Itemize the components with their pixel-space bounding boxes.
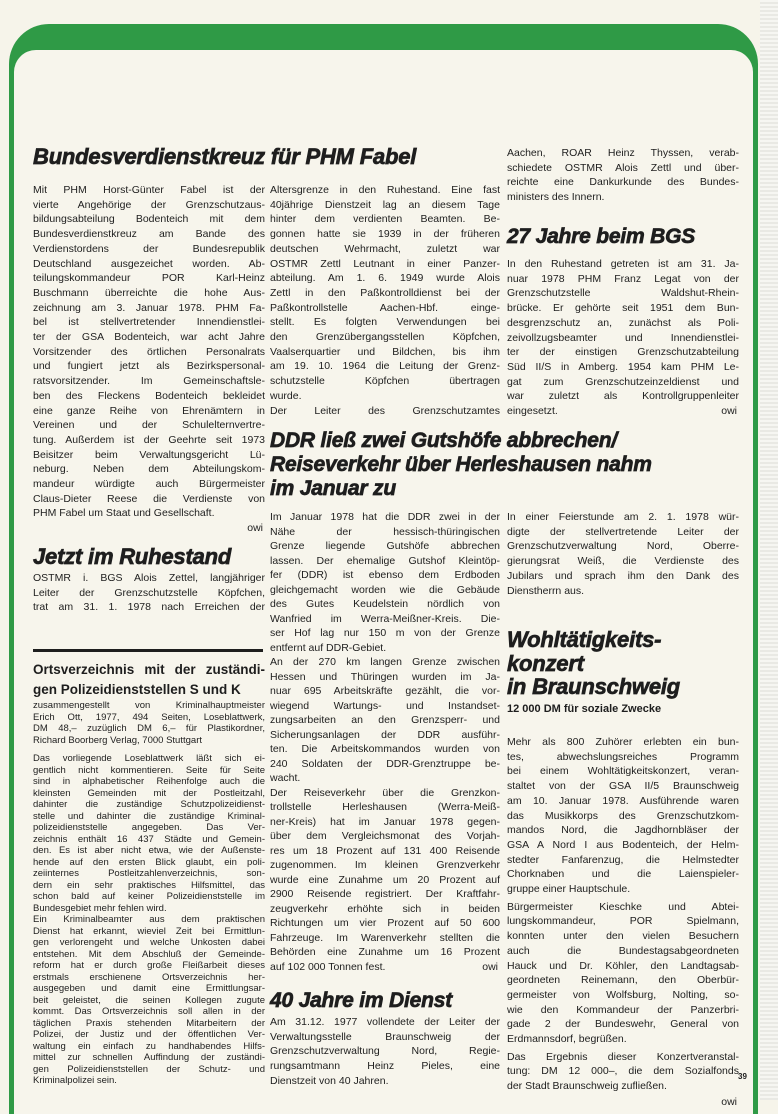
text-line: eingesetzt. xyxy=(507,405,558,418)
text-line: Dienst hat erkannt, wieviel Zeit bei Ermittlun- xyxy=(33,925,265,937)
text-line: ausgegeben und damit eine Ermittlungsar- xyxy=(33,983,265,994)
paragraph xyxy=(270,1015,500,1089)
page-number: 39 xyxy=(738,1072,747,1081)
text-line: sind in alphabetischer Reihenfolge auch die xyxy=(33,776,265,787)
text-line: zusammengestellt von Kriminalhauptmeister xyxy=(33,700,265,711)
text-line: Mehr als 800 Zuhörer erlebten ein bun- xyxy=(507,736,739,748)
paragraph xyxy=(507,900,739,1047)
article-text xyxy=(33,753,265,1087)
text-line: reichte eine Dankurkunde des Bundes- xyxy=(507,176,739,189)
text-line: rungsamtmann Heinz Pieles, eine xyxy=(270,1060,500,1073)
text-line: waltung ein einfach zu handhabendes Hilfs- xyxy=(33,1040,265,1052)
text-line: kleinsten Gemeinden mit der Postleitzahl, xyxy=(33,787,265,799)
headline-konzert xyxy=(507,628,680,699)
text-line: Bürgermeister Kieschke und Abtei- xyxy=(507,900,739,913)
text-line: Grenzschutzverwaltung Nord, Oberre- xyxy=(507,540,739,553)
article-ddr-body xyxy=(270,510,500,974)
text-line: Nähe der hessisch-thüringischen xyxy=(270,525,500,538)
text-line: zeichnis enthält 16 437 Städte und Gemein- xyxy=(33,833,265,845)
text-line: tung: DM 12 000–, die dem Sozialfonds xyxy=(507,1065,739,1078)
text-line: An der 270 km langen Grenze zwischen xyxy=(270,656,500,668)
text-line: des Gutes Keudelstein nördlich von xyxy=(270,598,500,610)
text-line: stedter Fanfarenzug, die Helmstedter xyxy=(507,853,739,866)
headline-line: Wohltätigkeits- xyxy=(507,627,662,652)
text-line: zeichnung am 3. Januar 1978. PHM Fa- xyxy=(33,301,265,314)
text-line: hende auf den ersten Blick glaubt, ein poli- xyxy=(33,856,265,868)
text-line: zeivollzugsbeamter und Innendienstlei- xyxy=(507,331,739,344)
text-line: hinter dem verdienten Beamten. Be- xyxy=(270,213,500,226)
text-line: mandos Nord, die Jagdhornbläser der xyxy=(507,824,739,837)
text-line: gen verlorengeht und welche Unkosten dabei xyxy=(33,937,265,948)
scan-edge xyxy=(760,0,778,1100)
text-line: Chorknaben und die Laienspieler- xyxy=(507,868,739,881)
text-line: trollstelle Herleshausen (Werra-Meiß- xyxy=(270,801,500,813)
text-line: bildungsabteilung Bodenteich mit dem xyxy=(33,213,265,226)
text-line: 2900 Reisende registriert. Der Kraftfahr- xyxy=(270,888,500,900)
text-line: 240 Soldaten der DDR-Grenztruppe be- xyxy=(270,757,500,770)
text-line: nuar 1978 PHM Franz Legat von der xyxy=(507,272,739,285)
headline-bgs: 27 Jahre beim BGS xyxy=(507,225,696,248)
text-line: In einer Feierstunde am 2. 1. 1978 wür- xyxy=(507,511,739,523)
text-line: Sicherungsanlagen der DDR ausführ- xyxy=(270,728,500,741)
headline-ddr xyxy=(270,429,652,501)
review-headline-line: Ortsverzeichnis mit der zuständi- xyxy=(33,662,265,677)
review-biblio xyxy=(33,700,265,746)
text-line: abteilung. Am 1. 6. 1949 wurde Alois xyxy=(270,272,500,285)
text-line: Buschmann überreichte die hohe Aus- xyxy=(33,286,265,299)
paragraph xyxy=(270,786,500,975)
text-line: Zettl in den Paßkontrolldienst bei der xyxy=(270,286,500,299)
text-line: Verdienstordens der Bundesrepublik xyxy=(33,242,265,255)
text-line: gleichgemacht worden wie die Gebäude xyxy=(270,583,500,596)
text-line: bel ist stellvertretender Innendienstlei- xyxy=(33,316,265,329)
text-line: am 19. 10. 1964 die Leitung der Grenz- xyxy=(270,360,500,373)
paragraph xyxy=(507,146,739,205)
article-text xyxy=(507,146,739,205)
paragraph xyxy=(33,571,265,615)
text-line: wurde. xyxy=(270,389,302,402)
text-line: Der Reiseverkehr über die Grenzkon- xyxy=(270,786,500,799)
text-line: dahinter die zuständige Schutzpolizeidienst- xyxy=(33,799,265,810)
text-line: und fungiert jetzt als Bezirkspersonal- xyxy=(33,360,265,373)
text-line: Vorsitzender des örtlichen Personalrats xyxy=(33,345,265,358)
text-line: den Grenzübergangsstellen Köpfchen, xyxy=(270,331,500,344)
text-line: Aachen, ROAR Heinz Thyssen, verab- xyxy=(507,147,739,159)
bibliography-text xyxy=(33,700,265,746)
text-line: teilungskommandeur POR Karl-Heinz xyxy=(33,272,265,285)
text-line: Beisitzer beim Verwaltungsgericht Lü- xyxy=(33,448,265,461)
text-line: entfernt auf DDR-Gebiet. xyxy=(270,641,387,654)
text-line: Hessen und Thüringen wurden im Ja- xyxy=(270,670,500,683)
text-line: gat zum Grenzschutzeinzeldienst und xyxy=(507,375,739,388)
text-line: konnten unter den vielen Besuchern xyxy=(507,930,739,943)
headline-fabel: Bundesverdienstkreuz für PHM Fabel xyxy=(33,144,417,169)
review-headline xyxy=(33,660,265,700)
text-line: ter der einstigen Grenzschutzabteilung xyxy=(507,346,739,359)
text-line: den. Es ist aber nicht etwa, wie der Außenste- xyxy=(33,845,265,856)
text-line: Dienstherrn aus. xyxy=(507,584,585,597)
text-line: Ein Kriminalbeamter aus dem praktischen xyxy=(33,914,265,925)
text-line: gonnen hatte sie 1939 in der früheren xyxy=(270,228,500,241)
text-line: ratsvorsitzender. Im Gemeinschaftsle- xyxy=(33,375,265,388)
review-body xyxy=(33,753,265,1087)
text-line: Polizei, der Justiz und der öffentlichen Ver- xyxy=(33,1029,265,1040)
text-line: tes, abwechslungsreiches Programm xyxy=(507,750,739,763)
text-line: lassen. Der ehemalige Gutshof Kleintöp- xyxy=(270,554,500,567)
article-dienst-part2 xyxy=(507,510,739,598)
text-line: vierte Angehörige der Grenzschutzaus- xyxy=(33,198,265,211)
text-line: schon bald auf keiner Polizeidienststelle im xyxy=(33,891,265,902)
text-line: gen Polizeidienststellen der Schutz- und xyxy=(33,1063,265,1075)
headline-line: im Januar zu xyxy=(270,477,396,500)
text-line: Erdmannsdorf, begrüßen. xyxy=(507,1033,627,1046)
text-line: OSTMR Zettl Leutnant in einer Panzer- xyxy=(270,257,500,270)
text-line: beit geleistet, die seinen Kollegen zugute xyxy=(33,994,265,1006)
text-line: In den Ruhestand getreten ist am 31. Ja- xyxy=(507,258,739,270)
text-line: zeugverkehr erhöhte sich in beiden xyxy=(270,902,500,915)
text-line: ner-Kreis) hat im Januar 1978 gegen- xyxy=(270,815,500,828)
text-line: lungskommandeur, POR Spielmann, xyxy=(507,915,739,928)
article-ruhestand-part3 xyxy=(507,146,739,205)
text-line: fer (DDR) ist ebenso dem Erdboden xyxy=(270,569,500,581)
article-text xyxy=(507,257,739,419)
paragraph xyxy=(507,510,739,598)
text-line: reform hat er durch große Fleißarbeit dieses xyxy=(33,960,265,971)
text-line: schiedete OSTMR Alois Zettl und über- xyxy=(507,161,739,174)
subheadline-konzert: 12 000 DM für soziale Zwecke xyxy=(507,703,662,715)
text-line: Richard Boorberg Verlag, 7000 Stuttgart xyxy=(33,734,202,746)
text-line: dern ein sehr praktisches Hilfsmittel, das xyxy=(33,879,265,891)
text-line: Grenze liegende Gutshöfe abbrechen xyxy=(270,540,500,552)
text-line: am 10. Januar 1978. Ausführende waren xyxy=(507,794,739,807)
text-line: ten. Die Arbeitskommandos wurden von xyxy=(270,743,500,755)
text-line: Richtungen um vier Prozent auf 50 600 xyxy=(270,917,500,929)
text-line: Der Leiter des Grenzschutzamtes xyxy=(270,404,500,417)
text-line: kommt. Das Ortsverzeichnis soll allen in der xyxy=(33,1006,265,1017)
text-line: entstehen. Mit dem Abschluß der Gemeinde- xyxy=(33,948,265,960)
text-line: Süd II/S in Amberg. 1954 kam PHM Le- xyxy=(507,360,739,373)
paragraph xyxy=(33,914,265,1087)
text-line: trat am 31. 1. 1978 nach Erreichen der xyxy=(33,601,265,614)
text-line: Grenzschutzstelle Waldshut-Rhein- xyxy=(507,287,739,300)
article-dienst-part1 xyxy=(270,1015,500,1089)
text-line: zugenommen. Im kleinen Grenzverkehr xyxy=(270,859,500,871)
text-line: gierungsrat Weiß, die Verdienste des xyxy=(507,555,739,568)
text-line: gade 2 der Bundeswehr, General von xyxy=(507,1018,739,1031)
text-line: deutschen Wehrmacht, zuletzt war xyxy=(270,242,500,255)
text-line: tung. Außerdem ist der Geehrte seit 1973 xyxy=(33,433,265,446)
text-line: schutzstelle Köpfchen übertragen xyxy=(270,375,500,388)
article-konzert-body xyxy=(507,735,739,1110)
signature: owi xyxy=(721,405,737,418)
headline-dienst: 40 Jahre im Dienst xyxy=(270,989,452,1012)
text-line: erstmals erschienene Ortsverzeichnis her- xyxy=(33,971,265,983)
signature: owi xyxy=(721,1095,737,1108)
text-line: Mit PHM Horst-Günter Fabel ist der xyxy=(33,184,265,196)
signature: owi xyxy=(482,960,498,973)
text-line: staltet von der GSA II/5 Braunschweig xyxy=(507,780,739,793)
text-line: wurde eine Zunahme um 20 Prozent auf xyxy=(270,873,500,886)
text-line: wacht. xyxy=(270,772,301,784)
text-line: neburg. Neben dem Abteilungskom- xyxy=(33,463,265,476)
paragraph xyxy=(507,257,739,419)
paragraph xyxy=(507,735,739,897)
text-line: Vaalserquartier und Bildchen, bis ihm xyxy=(270,345,500,358)
text-line: mittel zur schnellen Auffindung der zuständi- xyxy=(33,1052,265,1063)
text-line: eine ganze Reihe von Ehrenämtern in xyxy=(33,404,265,417)
text-line: Das vorliegende Loseblattwerk läßt sich ei- xyxy=(33,753,265,764)
text-line: stellt. Es folgten Verwendungen bei xyxy=(270,316,500,329)
text-line: zeiinternes Postleitzahlenverzeichnis, son- xyxy=(33,868,265,879)
article-bgs-body xyxy=(507,257,739,419)
review-headline-line: gen Polizeidienststellen S und K xyxy=(33,682,241,697)
text-line: Am 31.12. 1977 vollendete der Leiter der xyxy=(270,1016,500,1028)
headline-line: konzert xyxy=(507,650,584,676)
text-line: ser Hof lag nur 150 m von der Grenze xyxy=(270,627,500,639)
signature: owi xyxy=(247,522,263,535)
text-line: OSTMR i. BGS Alois Zettel, langjähriger xyxy=(33,572,265,584)
paragraph xyxy=(33,753,265,914)
text-line: Grenzschutzverwaltung Nord, Regie- xyxy=(270,1045,500,1058)
text-line: mandeur würdigte auch Bürgermeister xyxy=(33,478,265,491)
text-line: Bundesgebiet mehr fehlen wird. xyxy=(33,902,167,914)
text-line: Bundesverdienstkreuz am Bande des xyxy=(33,228,265,241)
text-line: Dienstzeit von 40 Jahren. xyxy=(270,1074,389,1087)
paragraph xyxy=(33,183,265,521)
text-line: brücke. Er gehörte seit 1951 dem Bun- xyxy=(507,302,739,315)
text-line: polizeidienststelle angegeben. Das Ver- xyxy=(33,822,265,833)
paragraph xyxy=(33,700,265,746)
text-line: Vereinen und der Schulelternvertre- xyxy=(33,419,265,432)
paragraph xyxy=(270,510,500,655)
text-line: digte der stellvertretende Leiter der xyxy=(507,525,739,538)
article-text xyxy=(507,510,739,598)
text-line: Leiter der Grenzschutzstelle Köpfchen, xyxy=(33,586,265,599)
text-line: 40jährige Dienstzeit lag an diesem Tage xyxy=(270,198,500,211)
paragraph xyxy=(270,183,500,404)
text-line: Das Ergebnis dieser Konzertveranstal- xyxy=(507,1050,739,1063)
text-line: stelle und dahinter die zuständige Kriminal- xyxy=(33,810,265,822)
paragraph xyxy=(270,404,500,419)
headline-line: Reiseverkehr über Herleshausen nahm xyxy=(270,453,652,476)
text-line: Fahrzeuge. Im Warenverkehr stellten die xyxy=(270,931,500,944)
headline-ruhestand: Jetzt im Ruhestand xyxy=(33,544,232,569)
text-line: germeister von Wolfsburg, Nolting, so- xyxy=(507,988,739,1001)
text-line: desgrenzschutz an, zunächst als Poli- xyxy=(507,316,739,329)
text-line: der Stadt Braunschweig zufließen. xyxy=(507,1080,667,1093)
text-line: auch die Bundestagsabgeordneten xyxy=(507,944,739,957)
headline-line: in Braunschweig xyxy=(507,674,681,699)
text-line: Deutschland ausgezeichet worden. Ab- xyxy=(33,257,265,270)
article-text xyxy=(270,510,500,974)
text-line: über dem Vergleichsmonat des Vorjah- xyxy=(270,830,500,842)
text-line: bei einem Wohltätigkeitskonzert, veran- xyxy=(507,765,739,778)
text-line: Im Januar 1978 hat die DDR zwei in der xyxy=(270,511,500,523)
paragraph xyxy=(507,1050,739,1094)
article-fabel-body xyxy=(33,183,265,536)
text-line: ministers des Innern. xyxy=(507,191,605,204)
paragraph xyxy=(270,655,500,786)
text-line: GSA A Nord I aus Bodenteich, der Helm- xyxy=(507,838,739,851)
text-line: gentlich nicht kommentieren. Seite für Seite xyxy=(33,764,265,776)
text-line: Kriminalpolizei sein. xyxy=(33,1075,117,1086)
text-line: Claus-Dieter Reese die Verdienste von xyxy=(33,492,265,505)
text-line: PHM Fabel um Staat und Gesellschaft. xyxy=(33,507,215,520)
text-line: Altersgrenze in den Ruhestand. Eine fast xyxy=(270,184,500,196)
article-text xyxy=(507,735,739,1094)
article-text xyxy=(33,571,265,615)
text-line: Hauck und Dr. Köhler, den Landtagsab- xyxy=(507,959,739,972)
text-line: Jubilars und sprach ihm den Dank des xyxy=(507,569,739,582)
text-line: Paßkontrollstelle Aachen-Hbf. einge- xyxy=(270,301,500,314)
text-line: wie den Kommandeur der Panzerbri- xyxy=(507,1003,739,1016)
text-line: ter der GSA Bodenteich, war acht Jahre xyxy=(33,331,265,344)
text-line: wiegend Wartungs- und Instandset- xyxy=(270,699,500,712)
section-divider xyxy=(33,649,263,652)
text-line: war zuletzt als Kontrollgruppenleiter xyxy=(507,390,739,403)
article-text xyxy=(33,183,265,521)
text-line: nuar 695 Arbeitskräfte gezählt, die vor- xyxy=(270,685,500,697)
text-line: täglichen Praxis stehenden Mitarbeitern der xyxy=(33,1017,265,1029)
text-line: Verwaltungsstelle Braunschweig der xyxy=(270,1030,500,1043)
text-line: res um 18 Prozent auf 131 400 Reisende xyxy=(270,844,500,857)
article-text xyxy=(270,183,500,418)
text-line: Wanfried im Werra-Meißner-Kreis. Die- xyxy=(270,612,500,625)
headline-line: DDR ließ zwei Gutshöfe abbrechen/ xyxy=(270,429,617,452)
text-line: zungsarbeiten an den Grenzsperr- und xyxy=(270,714,500,726)
text-line: das Musikkorps des Grenzschutzkom- xyxy=(507,809,739,822)
text-line: ben des Fleckens Bodenteich bekleidet xyxy=(33,389,265,402)
text-line: gruppe einer Hauptschule. xyxy=(507,883,631,896)
article-text xyxy=(270,1015,500,1089)
text-line: auf 102 000 Tonnen fest. xyxy=(270,960,386,973)
article-ruhestand-part2 xyxy=(270,183,500,418)
text-line: Erich Ott, 1977, 494 Seiten, Loseblattwerk, xyxy=(33,711,265,723)
text-line: geordneten Reinemann, den Oberbür- xyxy=(507,974,739,987)
article-ruhestand-part1 xyxy=(33,571,265,615)
text-line: Behörden eine Zunahme um 16 Prozent xyxy=(270,946,500,958)
text-line: DM 48,– zuzüglich DM 6,– für Plastikordner, xyxy=(33,723,265,734)
